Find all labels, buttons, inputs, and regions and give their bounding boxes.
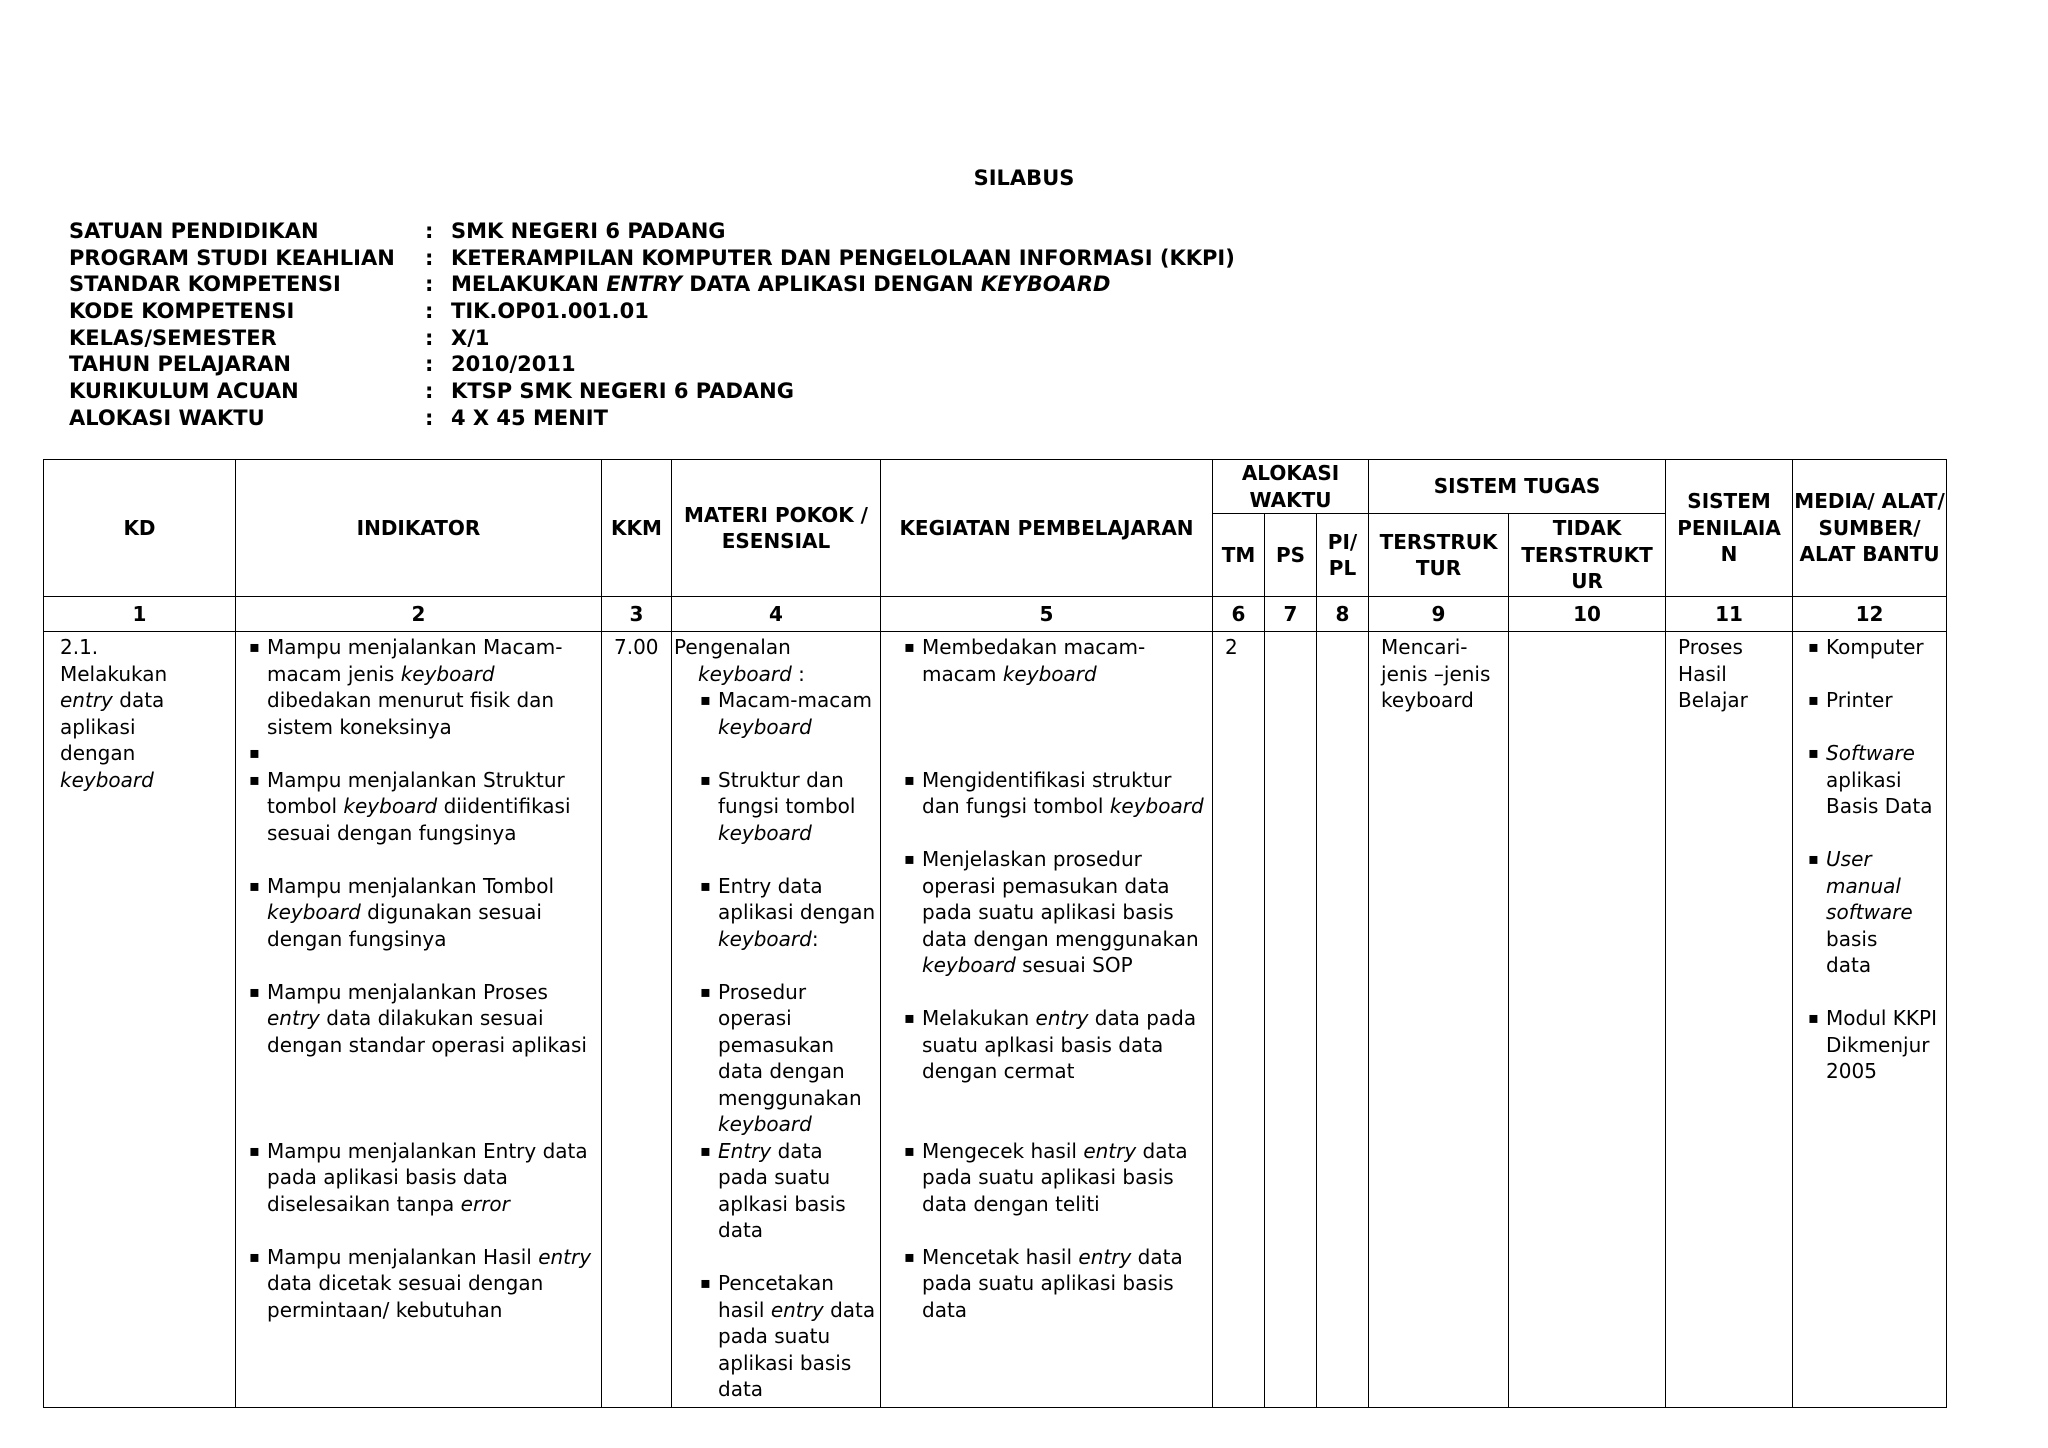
column-number: 11 [1666,597,1793,632]
text-italic: keyboard [922,953,1016,977]
column-number: 2 [236,597,602,632]
header-media: MEDIA/ ALAT/ SUMBER/ ALAT BANTU [1793,460,1947,597]
info-value: 2010/2011 [451,352,576,377]
info-label: ALOKASI WAKTU [69,405,265,430]
media-item: ▪ Komputer [1805,634,1940,661]
materi-item [697,1138,876,1244]
info-value: SMK NEGERI 6 PADANG [451,219,726,243]
text-part: data pada suatu aplkasi basis data dengan cermat [922,1006,1197,1083]
materi-item [697,873,876,953]
tidak-terstruktur-value [1509,632,1665,638]
text-part: Macam-macam [718,688,872,712]
ps-value [1265,632,1316,638]
header-tidak-terstruktur: TIDAK TERSTRUKT UR [1509,514,1666,597]
indikator-item [246,979,595,1059]
kegiatan-item [901,634,1206,687]
info-colon: : [425,379,434,404]
info-label: KODE KOMPETENSI [69,299,295,324]
cell-kkm [602,632,672,1408]
column-number: 1 [44,597,236,632]
text-italic: keyboard [343,794,438,818]
header-alokasi: ALOKASI WAKTU [1213,460,1369,514]
text-italic: entry [1035,1006,1089,1030]
info-row-kurikulum [69,378,1235,405]
text-part: : [791,661,805,686]
kd-text-part: data aplikasi dengan [60,688,165,765]
text-part: basis data [1826,926,1878,977]
text-italic: entry [267,1006,320,1030]
kkm-value: 7.00 [614,635,659,659]
document-title: SILABUS [973,166,1075,190]
text-italic: entry [770,1297,824,1322]
kd-text-part: Melakukan [60,661,168,686]
text-part: digunakan sesuai dengan fungsinya [267,900,542,951]
cell-materi [672,632,881,1408]
text-part: Mampu menjalankan Hasil [267,1244,539,1269]
text-italic: entry [538,1244,592,1269]
info-label: STANDAR KOMPETENSI [69,272,341,297]
info-label: KELAS/SEMESTER [69,325,277,350]
text-part: Mampu menjalankan Macam-macam jenis [267,635,563,686]
info-colon: : [425,245,434,270]
info-value [451,272,1110,296]
info-row-standar [69,271,1235,298]
cell-tm [1213,632,1265,1408]
cell-kegiatan [881,632,1213,1408]
info-row-tahun [69,351,1235,378]
text-part: data dilakukan sesuai dengan standar operasi aplikasi [267,1006,587,1057]
info-colon: : [425,325,434,350]
materi-intro: Pengenalan [674,635,791,659]
text-part: Mampu menjalankan Struktur tombol [267,767,565,818]
info-colon: : [425,405,434,430]
header-kkm: KKM [602,460,672,597]
header-tm: TM [1213,514,1265,597]
header-kd: KD [44,460,236,597]
column-number: 8 [1317,597,1369,632]
text-italic: Entry [718,1138,772,1163]
text-italic: entry [1078,1244,1132,1269]
text-part: data pada suatu aplikasi basis data [922,1244,1183,1322]
info-colon: : [425,299,434,324]
syllabus-table [43,459,1947,1408]
text-italic: keyboard [1109,794,1204,818]
text-part: Mampu menjalankan Proses [267,979,548,1004]
info-row-kelas [69,325,1235,352]
header-materi: MATERI POKOK / ESENSIAL [672,460,881,597]
cell-kd [44,632,236,1408]
column-number: 4 [672,597,881,632]
cell-pi [1317,632,1369,1408]
indikator-item [246,1138,595,1218]
text-italic: keyboard [718,926,812,951]
kegiatan-item [901,1244,1206,1324]
info-value: KTSP SMK NEGERI 6 PADANG [451,379,794,404]
kd-text-italic: entry [60,688,113,712]
text-part: Prosedur operasi pemasukan data dengan menggunakan [718,979,862,1110]
text-part: data pada suatu aplkasi basis data [718,1138,846,1242]
spacer [246,740,595,767]
cell-tidak-terstruktur [1509,632,1666,1408]
info-label: SATUAN PENDIDIKAN [69,219,319,243]
info-label: KURIKULUM ACUAN [69,379,299,404]
kegiatan-item [901,1138,1206,1218]
media-item: ▪ Modul KKPI Dikmenjur 2005 [1805,1005,1940,1085]
cell-media [1793,632,1947,1408]
text-part: Mengidentifikasi struktur dan fungsi tombol [922,767,1172,818]
indikator-item [246,1244,595,1324]
column-number: 6 [1213,597,1265,632]
table-row [44,632,1947,1408]
info-block [69,218,1235,432]
materi-item [697,767,876,847]
info-value: TIK.OP01.001.01 [451,299,649,324]
text-part: : [811,926,819,951]
media-item: ▪ Printer [1805,687,1940,714]
kegiatan-item [901,767,1206,820]
text-part: data dicetak sesuai dengan permintaan/ kebutuhan [267,1271,544,1322]
text-part: Membedakan macam-macam [922,635,1146,686]
text-italic: entry [1083,1138,1137,1163]
text-part: dibedakan menurut fisik dan sistem koneksinya [267,688,555,739]
info-value: 4 X 45 MENIT [451,405,608,430]
indikator-item [246,767,595,847]
penilaian-value: Proses Hasil Belajar [1678,635,1748,712]
column-number: 10 [1509,597,1666,632]
info-colon: : [425,352,434,377]
text-italic: Software [1826,741,1915,765]
text-part: data pada suatu aplikasi basis data [718,1297,876,1401]
column-number: 7 [1265,597,1317,632]
info-label: TAHUN PELAJARAN [69,352,291,377]
kd-text-italic: keyboard [60,767,154,792]
kegiatan-item [901,846,1206,979]
column-number: 9 [1369,597,1509,632]
text-part: Melakukan [922,1006,1036,1030]
text-part: Mengecek hasil [922,1138,1084,1163]
text-part: Menjelaskan prosedur operasi pemasukan data pada suatu aplikasi basis data dengan menggunakan [922,847,1199,951]
header-indikator: INDIKATOR [236,460,602,597]
media-item [1805,846,1940,979]
info-label: PROGRAM STUDI KEAHLIAN [69,245,395,270]
column-number: 5 [881,597,1213,632]
text-part: Struktur dan fungsi tombol [718,767,856,818]
info-row-alokasi [69,405,1235,432]
text-italic: User manual software [1826,847,1913,924]
text-italic: keyboard [718,820,812,845]
text-part: aplikasi Basis Data [1826,767,1933,818]
materi-intro-cont [674,661,876,688]
indikator-item [246,873,595,953]
kegiatan-item [901,1005,1206,1085]
cell-ps [1265,632,1317,1408]
header-sistem-tugas: SISTEM TUGAS [1369,460,1666,514]
text-part: data pada suatu aplikasi basis data dengan teliti [922,1138,1188,1216]
cell-indikator [236,632,602,1408]
text-part: diidentifikasi sesuai dengan fungsinya [267,794,571,845]
info-value-italic: KEYBOARD [980,272,1111,297]
text-italic: keyboard [1002,661,1097,686]
text-italic: keyboard [718,1112,812,1136]
media-item [1805,740,1940,820]
text-italic: keyboard [718,714,812,739]
text-part: Mampu menjalankan Entry data pada aplikasi basis data diselesaikan tanpa [267,1138,588,1216]
info-row-satuan [69,218,1235,245]
kd-number: 2.1. [60,635,99,659]
info-value-part: DATA APLIKASI DENGAN [681,272,981,297]
pi-value [1317,632,1368,638]
terstruktur-value: Mencari-jenis –jenis keyboard [1381,635,1491,712]
info-colon: : [425,272,434,297]
column-number: 3 [602,597,672,632]
header-ps: PS [1265,514,1317,597]
text-part: Mampu menjalankan Tombol [267,873,555,898]
text-part: Pencetakan hasil [718,1271,834,1322]
info-value: X/1 [451,325,490,350]
info-value: KETERAMPILAN KOMPUTER DAN PENGELOLAAN INFORMASI (KKPI) [451,245,1235,270]
tm-value: 2 [1225,635,1238,659]
text-italic: keyboard [400,661,495,686]
materi-item [697,979,876,1138]
text-italic: keyboard [698,661,792,686]
info-value-italic: ENTRY [606,272,682,297]
header-penilaian: SISTEM PENILAIA N [1666,460,1793,597]
info-colon: : [425,219,434,243]
column-number: 12 [1793,597,1947,632]
kd-text [60,661,178,794]
info-row-program [69,245,1235,272]
text-part: Entry data aplikasi dengan [718,873,876,924]
header-pi: PI/ PL [1317,514,1369,597]
header-terstruktur: TERSTRUK TUR [1369,514,1509,597]
text-part: Mencetak hasil [922,1244,1079,1269]
text-part: sesuai SOP [1015,953,1133,977]
cell-terstruktur [1369,632,1509,1408]
text-italic: error [460,1191,510,1216]
info-value-part: MELAKUKAN [451,272,607,297]
info-row-kode [69,298,1235,325]
materi-item [697,1270,876,1403]
cell-penilaian [1666,632,1793,1408]
header-kegiatan: KEGIATAN PEMBELAJARAN [881,460,1213,597]
text-italic: keyboard [267,900,361,924]
materi-item [697,687,876,740]
indikator-item [246,634,595,740]
